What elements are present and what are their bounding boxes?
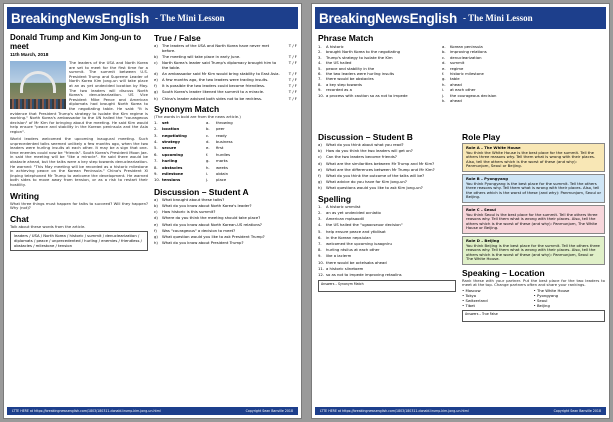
location-list-left [462,288,534,308]
phrase-start: a key step towards [326,81,362,87]
synonym-definition: peer [216,126,225,132]
role-text: You think Pyongyang is the best place for the summit. Tell the others three reasons why. Tell them what is wrong with their places. Also, tell the others which is the worst of these (and why): Panmunjom, Seoul or Beijing. [466,180,601,200]
true-false-choice[interactable]: T / F [288,95,297,101]
question-text: Where do you think the meeting should take place? [162,215,261,221]
left-lower-column [318,132,456,404]
spelling-item [318,211,456,216]
item-letter: b) [154,202,158,208]
true-false-item [154,78,297,83]
row-letter: g. [442,76,446,82]
row-number: 6. [318,234,322,240]
question-text: What do you think the outcome of the talks will be? [326,172,425,178]
article-headline: Donald Trump and Kim Jong-un to meet [10,33,142,51]
item-letter: g) [154,233,158,239]
row-letter: f. [442,71,445,77]
worksheet-page-1 [3,3,302,419]
discussion-question [154,204,297,209]
spelling-phrase: help ensure peace and ytbliisat [326,228,386,234]
location-option: • Moscow [462,288,534,293]
phrase-end: historic milestone [450,71,484,77]
answers-box: Answers – Synonym Match [318,280,456,292]
brand-logo[interactable]: BreakingNewsEnglish [11,10,149,26]
crowd [10,99,66,109]
row-number: 7. [154,158,158,164]
item-letter: c) [154,59,158,65]
synonym-word: obstacles [162,164,183,170]
true-false-item [154,90,297,95]
row-number: 1. [318,44,322,49]
row-number: 8. [318,247,322,253]
row-number: 1. [154,119,158,125]
item-letter: h) [154,240,158,246]
row-number: 12. [318,271,325,277]
phrase-start: there would be obstacles [326,76,374,82]
discussion-question [318,149,456,154]
discussion-b-list [318,143,456,191]
item-statement: An ambassador said Mr Kim would bring stability to East Asia. [162,70,280,76]
role-text: You think the White House is the best place for the summit. Tell the others three reasons why. Tell them what is wrong with their places. Also, tell the others which is the worst of these (and why): Panmunjom, Seoul or Beijing. [466,149,596,169]
article-date: 11th March, 2018 [10,53,49,58]
row-letter: i. [206,170,209,176]
discussion-question [154,223,297,228]
phrase-start: a process with caution so as not to impede [326,92,408,98]
spelling-phrase: the US hailed the "ugaocseuor decision" [326,222,403,228]
row-letter: e. [206,145,210,151]
role-text: You think Seoul is the best place for the summit. Tell the others three reasons why. Tell them what is wrong with their places. Also, tell the others which is the worst of these (and why): Panmunjom, The White House or Beijing. [466,211,598,231]
discussion-question [154,216,297,221]
phrase-end: regime [450,65,464,71]
row-number [318,98,326,103]
true-false-item [154,72,297,77]
row-letter: a. [442,44,446,49]
role-text: You think Beijing is the best place for the summit. Tell the others three reasons why. Tell them what is wrong with their places. Also, tell the others which is the worst of these (and why): Panmunjom, Seoul or The White House. [466,242,600,262]
synonym-definition: marks [216,158,228,164]
item-letter: f) [154,83,157,89]
footer-bar [7,407,298,415]
phrase-start: Trump's strategy to isolate the Kim [326,54,393,60]
spelling-item [318,230,456,235]
footer-link[interactable]: LTTE HERE at https://breakingnewsenglish.com/1803/180311-donald-trump-kim-jong-un.html [320,409,469,413]
item-statement: South Korea's leader likened the summit to a miracle. [162,89,265,95]
item-letter: d) [154,70,158,76]
synonym-row [154,177,297,183]
true-false-choice[interactable]: T / F [288,53,297,59]
row-letter: i. [442,87,445,93]
discussion-question [318,180,456,185]
chat-intro: Talk about these words from the article. [10,223,86,229]
item-statement: It is possible the two leaders could become friendless. [162,83,266,89]
discussion-a-list [154,198,297,246]
row-letter: g. [206,158,210,164]
footer-bar [315,407,606,415]
row-letter: d. [206,138,210,144]
question-text: What do you know about North Korea's leader? [162,202,252,208]
phrase-start: A historic [326,44,344,49]
row-letter: c. [442,54,446,60]
article-column [10,33,148,404]
synonym-word: strategy [162,138,181,144]
item-letter: a) [318,142,322,147]
discussion-question [318,162,456,167]
chat-word-box: leaders / USA / North Korea / historic / summit / denuclearization / diplomats / peace / unprecedented / hurling / enemies / friendless / obstacles / milestone / tension [10,231,148,251]
row-number: 8. [318,81,322,87]
spelling-list [318,205,456,278]
item-letter: g) [318,179,322,185]
row-number: 4. [318,222,322,228]
question-text: How do you think the two leaders will get on? [326,148,413,154]
discussion-question [154,235,297,240]
synonym-word: milestone [162,170,184,176]
role-card [462,205,605,234]
item-letter: e) [154,76,158,82]
row-number: 5. [318,65,322,71]
row-letter: a. [206,119,210,125]
phrase-end: at each other [450,87,476,93]
phrase-end: ahead [450,98,462,104]
phrase-start: the US hailed [326,60,352,66]
phrase-start: the two leaders were hurling insults [326,71,395,77]
item-letter: e) [318,166,322,172]
spelling-item [318,242,456,247]
row-number: 6. [318,71,322,77]
true-false-item [154,55,297,60]
true-false-choice[interactable]: T / F [288,59,297,65]
synonym-match-title: Synonym Match [154,104,220,115]
true-false-choice[interactable]: T / F [288,70,297,76]
synonym-definition: first [216,145,224,151]
item-letter: g) [154,89,158,95]
true-false-item [154,97,297,102]
question-text: Can the two leaders become friends? [326,154,397,160]
row-number: 9. [318,253,322,259]
phrase-end: table [450,76,460,82]
row-letter: d. [442,60,446,66]
spelling-phrase: an as yet undecided ocnlatio [326,210,381,216]
item-statement: A few months ago, the two leaders were trading insults. [162,76,269,82]
spelling-phrase: A historic ummiist [326,203,361,209]
row-letter: j. [442,92,445,98]
row-letter: b. [442,49,446,55]
discussion-question [318,186,456,191]
article-paragraph: World leaders welcomed the upcoming inaugural meeting. Such unprecedented talks seemed unlikely a few months ago, when the two leaders were hurling insults at each other. It may be a sign that one-time enemies could now be "friends". South Korea's President Moon Jae-in said the meeting will be "like a miracle". He said there would be obstacle ahead, but the talks were a key step towards denuclearization. He warned: "This May meeting will be recorded as a historic milestone in achieving peace on the Korean Peninsula." China's President Xi Jinping telephoned Mr Trump to welcome the development. He warned both sides to move away from tension, or as a risk to restart their hostility. [10,136,148,187]
phrase-match-row [318,98,605,103]
row-number: 10. [318,92,325,98]
row-number: 9. [318,87,322,93]
lesson-subtitle: - The Mini Lesson [155,13,225,23]
spelling-item [318,261,456,266]
row-number: 3. [318,54,322,60]
synonym-word: secure [162,145,177,151]
spelling-phrase: in the Korean nepsiulan [326,234,371,240]
row-number: 4. [154,138,158,144]
discussion-question [318,155,456,160]
spelling-item [318,248,456,253]
role-title: Role A – The White House [466,145,521,150]
row-number: 7. [318,241,322,247]
discussion-a-title: Discussion – Student A [154,186,249,197]
discussion-b-title: Discussion – Student B [318,132,413,142]
worksheet-page-2 [311,3,610,419]
synonym-list [154,120,297,184]
row-number: 3. [154,132,158,138]
row-number: 7. [318,76,322,82]
synonym-definition: weeks [216,164,228,170]
item-letter: d) [154,215,158,221]
location-option: • Tokyo [462,293,534,298]
footer-copyright: Copyright Sean Banville 2018 [245,409,293,413]
synonym-word: set [162,119,169,125]
question-text: What brought about these talks? [162,196,225,202]
role-card [462,174,605,203]
item-letter: d) [318,160,322,166]
question-text: What do you think about what you read? [326,142,404,147]
phrase-start: peace and stability in the [326,65,375,71]
row-letter: e. [442,65,446,71]
spelling-phrase: American mptsaodil [326,216,365,222]
item-letter: a) [154,196,158,202]
true-false-item [154,61,297,70]
item-letter: a) [154,43,158,48]
item-statement: China's leader advised both sides not to be reckless. [162,95,263,101]
row-number: 11. [318,265,325,271]
spelling-item [318,267,456,272]
writing-prompt: What three things must happen for talks to succeed? Will they happen? Why (not)? [10,200,148,211]
synonym-word: tensions [162,177,181,183]
true-false-choice[interactable]: T / F [288,89,297,95]
row-number: 10. [318,259,325,265]
row-letter: f. [206,151,209,157]
spelling-item [318,217,456,222]
right-lower-column [462,132,605,404]
row-number: 5. [318,228,322,234]
item-letter: c) [318,154,322,160]
question-text: What advice do you have for Kim Jong-un? [326,179,407,185]
true-false-title: True / False [154,33,201,43]
item-letter: e) [154,221,158,227]
row-number: 3. [318,216,322,222]
row-number: 4. [318,60,322,66]
true-false-choice[interactable]: T / F [288,83,297,89]
phrase-end: ahead [450,81,462,87]
row-number: 10. [154,177,161,183]
location-list-right [534,288,606,308]
article-body [10,61,148,188]
item-statement: The meeting will take place in early June. [162,53,241,59]
role-card [462,143,605,172]
speaking-title: Speaking – Location [462,267,545,278]
true-false-item [154,44,297,53]
writing-title: Writing [10,190,40,201]
item-letter: b) [318,148,322,154]
phrase-start [326,98,442,103]
phrase-end: the courageous decision [450,92,497,98]
synonym-definition: business [216,138,233,144]
footer-copyright: Copyright Sean Banville 2018 [553,409,601,413]
true-false-list [154,44,297,101]
location-option: • Beijing [534,303,606,308]
spelling-phrase: a historic slinetoem [326,265,364,271]
header-banner [7,7,298,29]
true-false-choice[interactable]: T / F [288,76,297,82]
item-letter: f) [318,172,321,178]
discussion-question [154,229,297,234]
spelling-phrase: so as not to impede improving retaolins [326,271,402,277]
row-number: 8. [154,164,158,170]
lesson-subtitle: - The Mini Lesson [463,13,533,23]
row-number: 2. [154,126,158,132]
phrase-match-list [318,44,605,103]
synonym-definition: ready [216,132,227,138]
brand-logo[interactable]: BreakingNewsEnglish [319,10,457,26]
row-number: 2. [318,210,322,216]
row-letter: b. [206,126,210,132]
phrase-match-title: Phrase Match [318,33,374,43]
spelling-item [318,273,456,278]
spelling-title: Spelling [318,193,352,204]
item-letter: b) [154,53,158,59]
spelling-item [318,223,456,228]
synonym-word: hurling [162,158,178,164]
question-text: How historic is this summit? [162,209,216,215]
article-paragraph: The leaders of the USA and North Korea are set to meet for the first time for a summit. The summit between U.S. President Trump and Supreme Leader of North Korea Kim Jong-un will take place at an as yet undecided location by May. The two leaders will discuss North Korea's denuclearization. US Vice President Mike Pence and American diplomats had brought North Korea to the negotiating table. He said: "It is evidence that President Trump's strategy to isolate the Kim regime is working." North Korea's ambassador to the UN hailed the "courageous decision" of Mr Kim for bringing about the meeting. He said Kim would help ensure "peace and stability in the Korean peninsula and the Asia region". [10,60,148,134]
question-text: What are the differences between Mr Trump and Mr Kim? [326,166,435,172]
synonym-definition: place [216,177,227,183]
true-false-choice[interactable]: T / F [288,43,297,48]
synonym-word: negotiating [162,132,187,138]
synonym-note: (The words in bold are from the news article.) [154,114,241,120]
question-text: What are the similarities between Mr Trump and Mr Kim? [326,160,435,166]
discussion-question [154,210,297,215]
row-number: 6. [154,151,158,157]
discussion-question [154,241,297,246]
discussion-question [318,168,456,173]
discussion-question [154,198,297,203]
synonym-definition: hurdles [216,151,231,157]
item-statement: The leaders of the USA and North Korea have never met before. [162,43,270,53]
monument-arch [20,71,56,93]
role-play-list [462,143,605,265]
phrase-match-section [318,33,605,131]
item-statement: North Korea's leader said Trump's diplomacy brought him to the table. [162,59,277,70]
item-letter: f) [154,227,157,233]
phrase-end: summit [450,60,465,66]
item-letter: c) [154,209,158,215]
spelling-item [318,205,456,210]
row-letter: c. [206,132,210,138]
row-letter: k. [442,98,446,104]
speaking-intro: Rank these with your partner. Put the best place for the two leaders to meet at the top. Change partners often and share your rankings. [462,277,605,288]
spelling-item [318,254,456,259]
phrase-end: Korean peninsula [450,44,483,49]
spelling-phrase: like a iaclerm [326,253,352,259]
discussion-question [318,174,456,179]
role-play-title: Role Play [462,132,501,142]
phrase-end: denuclearization [450,54,482,60]
question-text: What do you know about North Korean-US relations? [162,221,262,227]
header-banner [315,7,606,29]
location-option: • Seoul [534,298,606,303]
exercise-column [154,33,297,404]
phrase-start: recorded as a [326,87,352,93]
row-number: 2. [318,49,322,55]
location-option: • Tibet [462,303,534,308]
chat-title: Chat [10,213,29,224]
synonym-definition: throwing [216,119,233,125]
true-false-item [154,84,297,89]
row-number: 1. [318,203,322,209]
phrase-start: brought North Korea to the negotiating [326,49,401,55]
synonym-word: location [162,126,180,132]
question-text: What questions would you like to ask Kim Jong-un? [326,185,423,191]
answers-box: Answers – True False [462,310,605,322]
role-title: Role C – Seoul [466,206,496,212]
footer-link[interactable]: LTTE HERE at https://breakingnewsenglish.com/1803/180311-donald-trump-kim-jong-un.html [12,409,161,413]
synonym-definition: obtain [216,170,229,176]
spelling-phrase: there would be octelsabs ahead [326,259,387,265]
role-card [462,236,605,265]
question-text: Was "courageous" a decision to meet? [162,227,236,233]
synonym-word: upcoming [162,151,183,157]
row-number: 9. [154,170,158,176]
question-text: What question would you like to ask President Trump? [162,233,265,239]
role-title: Role B – Pyongyang [466,175,508,181]
location-option: • Pyongyang [534,293,606,298]
location-option: • The White House [534,288,606,293]
location-options [462,288,605,308]
row-letter: h. [442,81,446,87]
row-letter: h. [206,164,210,170]
item-letter: h) [154,95,158,101]
location-option: • Switzerland [462,298,534,303]
role-title: Role D – Beijing [466,237,500,243]
phrase-end: improving relations [450,49,487,55]
spelling-phrase: hurling ntsilus at each other [326,247,380,253]
article-photo [10,61,66,109]
item-letter: h) [318,185,322,191]
row-letter: j. [206,177,209,183]
row-number: 5. [154,145,158,151]
spelling-phrase: welcomed the upcoming iuaagnlru [326,241,392,247]
question-text: What do you know about President Trump? [162,240,244,246]
discussion-question [318,143,456,148]
spelling-item [318,236,456,241]
